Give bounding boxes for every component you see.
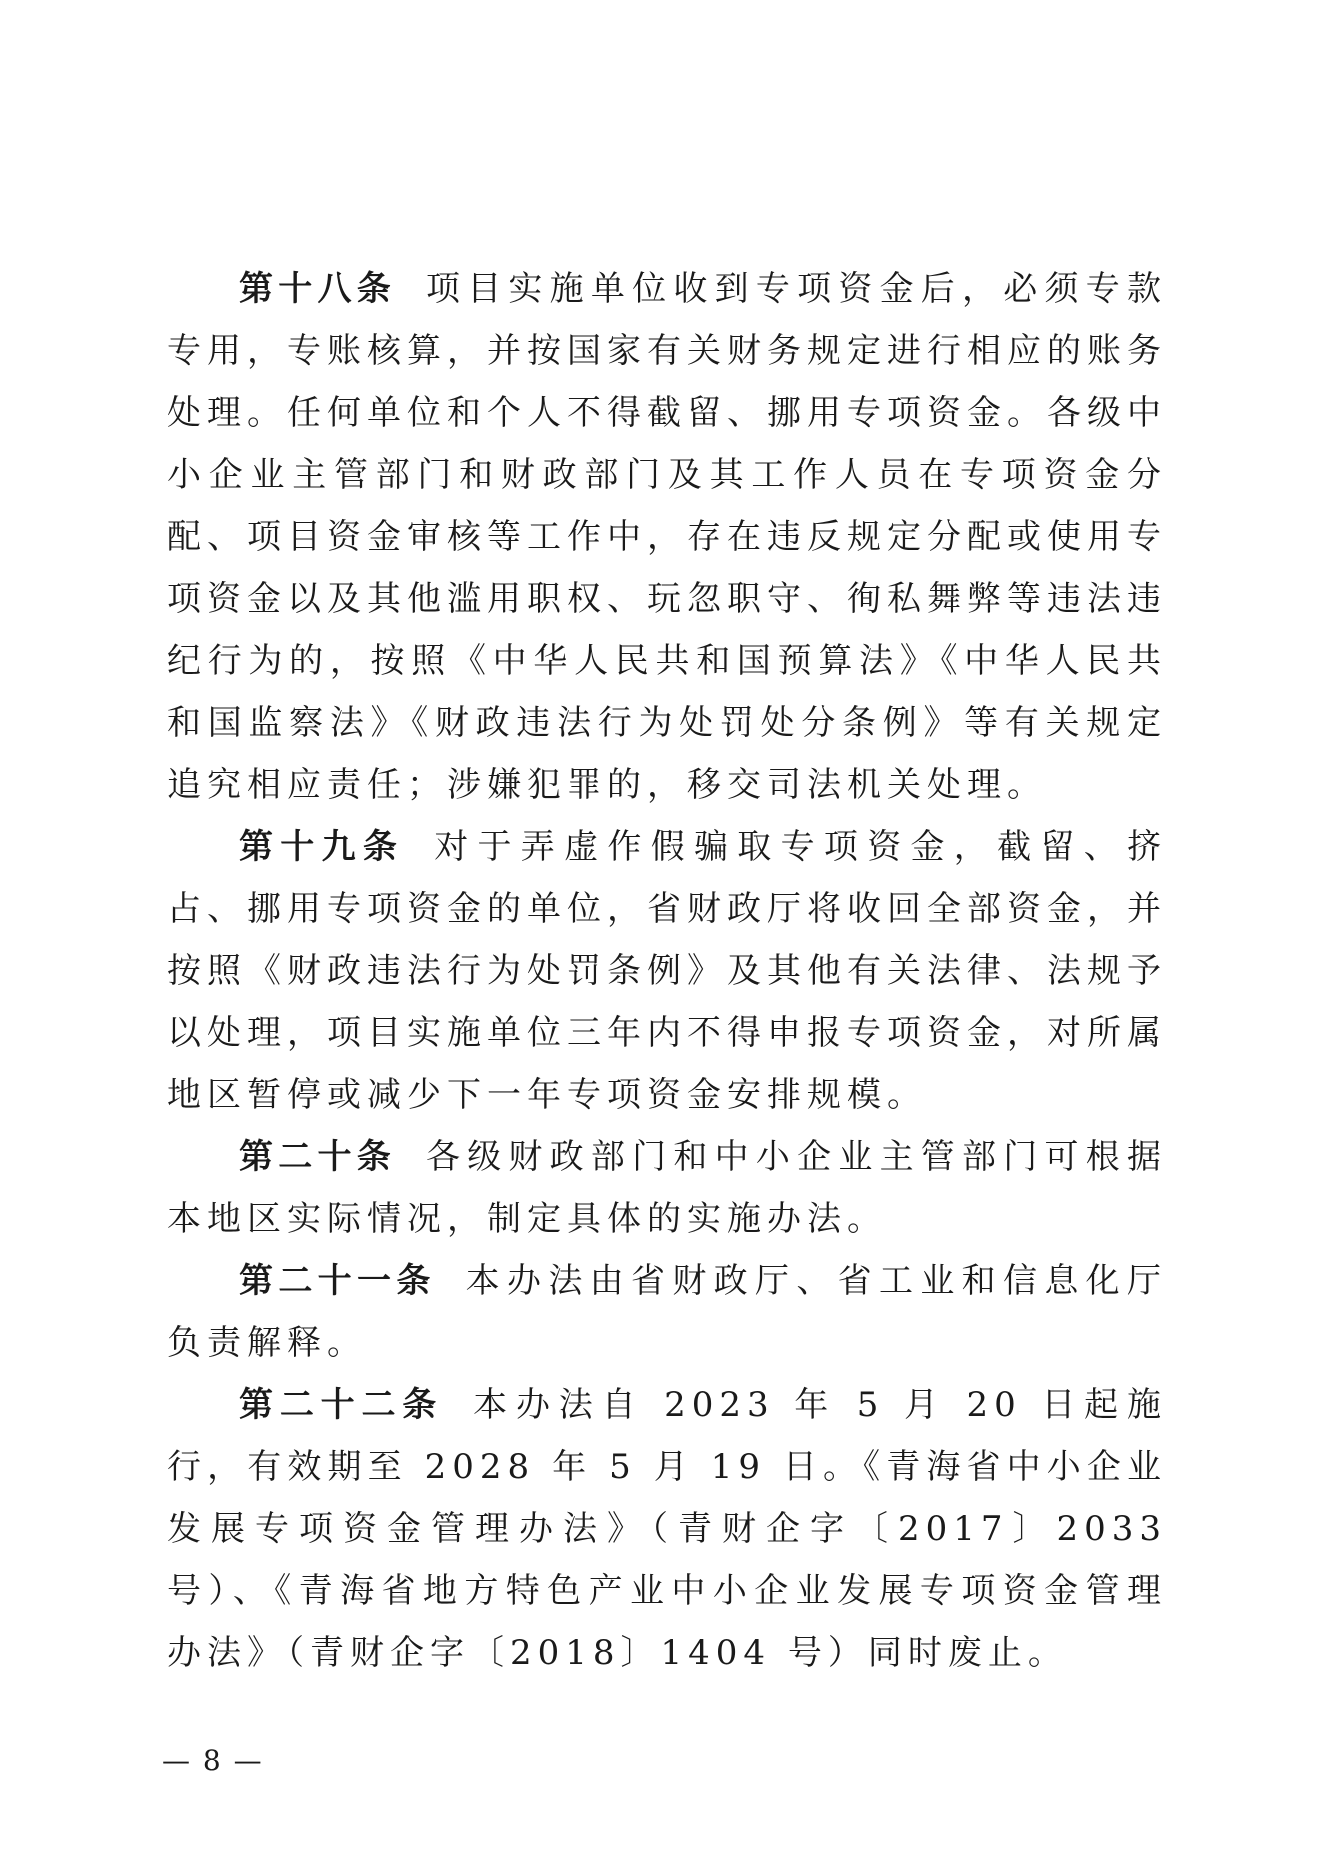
article-text: 对于弄虚作假骗取专项资金，截留、挤占、挪用专项资金的单位，省财政厅将收回全部资金，并按照《财政违法行为处罚条例》及其他有关法律、法规予以处理，项目实施单位三年内不得申报专项资金，对所属地区暂停或减少下一年专项资金安排规模。: [167, 827, 1168, 1115]
article-text: 各级财政部门和中小企业主管部门可根据本地区实际情况，制定具体的实施办法。: [167, 1137, 1167, 1239]
page-number: — 8 —: [162, 1744, 264, 1777]
document-body: [167, 258, 1167, 1684]
article-21: [167, 1250, 1167, 1374]
article-20: [167, 1126, 1167, 1250]
article-text: 项目实施单位收到专项资金后，必须专款专用，专账核算，并按国家有关财务规定进行相应的账务处理。任何单位和个人不得截留、挪用专项资金。各级中小企业主管部门和财政部门及其工作人员在专项资金分配、项目资金审核等工作中，存在违反规定分配或使用专项资金以及其他滥用职权、玩忽职守、徇私舞弊等违法违纪行为的，按照《中华人民共和国预算法》《中华人民共和国监察法》《财政违法行为处罚处分条例》等有关规定追究相应责任；涉嫌犯罪的，移交司法机关处理。: [167, 269, 1167, 805]
article-18: [167, 258, 1167, 816]
article-heading: 第二十一条: [239, 1261, 436, 1301]
article-heading: 第二十二条: [239, 1385, 444, 1425]
article-heading: 第二十条: [239, 1137, 396, 1177]
article-19: [167, 816, 1167, 1126]
article-text: 本办法自 2023 年 5 月 20 日起施行，有效期至 2028 年 5 月 19 日。《青海省中小企业发展专项资金管理办法》（青财企字〔2017〕2033 号）、《青海省地方特色产业中小企业发展专项资金管理办法》（青财企字〔2018〕1404 号）同时废止。: [167, 1385, 1167, 1673]
article-heading: 第十八条: [239, 269, 396, 309]
article-text: 本办法由省财政厅、省工业和信息化厅负责解释。: [167, 1261, 1168, 1363]
article-heading: 第十九条: [239, 827, 405, 867]
article-22: [167, 1374, 1167, 1684]
